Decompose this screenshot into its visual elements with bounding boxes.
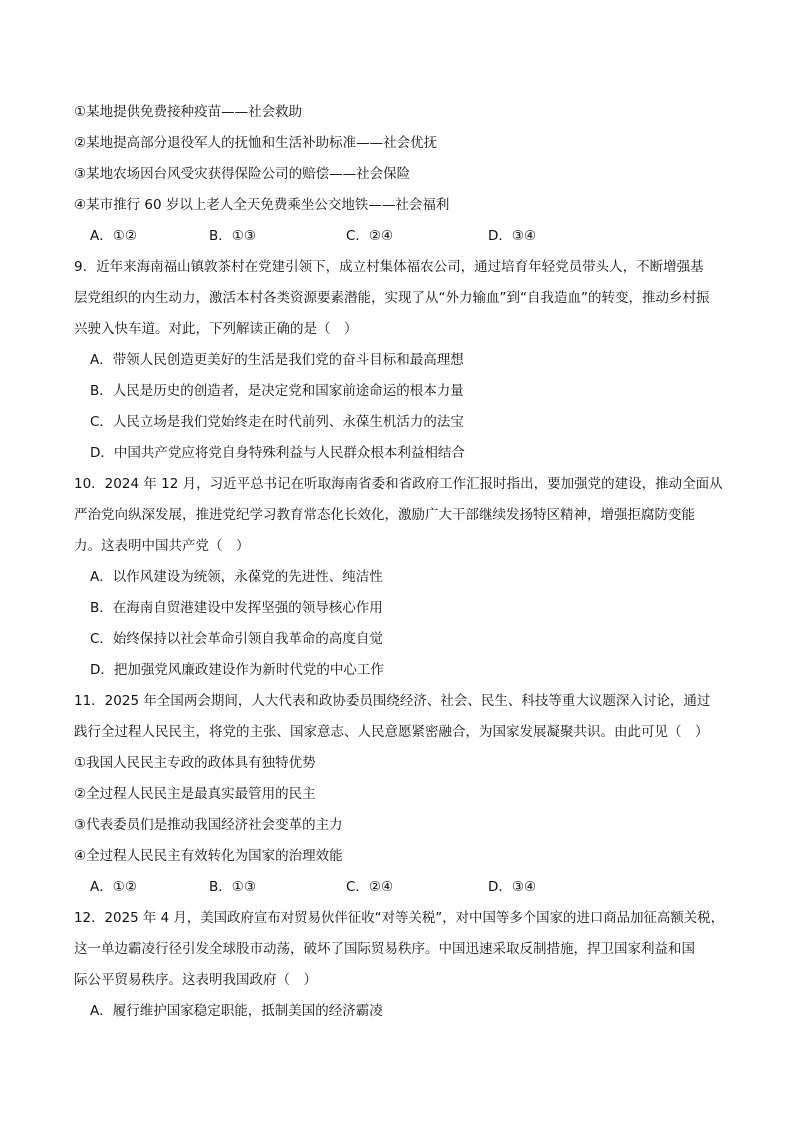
q12-stem-line-2: 这一单边霸凌行径引发全球股市动荡，破坏了国际贸易秩序。中国迅速采取反制措施，捍卫国家利益和国 [74,941,695,957]
q8-choice-d[interactable]: D．③④ [488,228,537,244]
q11-choice-a[interactable]: A．①② [90,879,137,895]
q10-option-d[interactable]: D．把加强党风廉政建设作为新时代党的中心工作 [90,662,384,678]
q8-item-2: ②某地提高部分退役军人的抚恤和生活补助标准——社会优抚 [74,135,438,151]
q12-stem-line-1: 12．2025 年 4 月，美国政府宣布对贸易伙伴征收“对等关税”，对中国等多个国家的进口商品加征高额关税， [74,910,724,926]
q11-stem-line-2: 践行全过程人民民主，将党的主张、国家意志、人民意愿紧密融合，为国家发展凝聚共识。由此可见（ ） [74,724,709,740]
q10-option-c[interactable]: C．始终保持以社会革命引领自我革命的高度自觉 [90,631,383,647]
q11-choice-c[interactable]: C．②④ [346,879,394,895]
q8-choice-a[interactable]: A．①② [90,228,137,244]
q10-option-a[interactable]: A．以作风建设为统领，永葆党的先进性、纯洁性 [90,569,383,585]
q9-stem-line-1: 9．近年来海南福山镇敦茶村在党建引领下，成立村集体福农公司，通过培育年轻党员带头人，不断增强基 [74,259,704,275]
q10-stem-line-2: 严治党向纵深发展，推进党纪学习教育常态化长效化，激励广大干部继续发扬特区精神，增强拒腐防变能 [74,507,695,523]
q11-item-2: ②全过程人民民主是最真实最管用的民主 [74,786,316,802]
q8-choices [90,226,650,246]
q9-option-c[interactable]: C．人民立场是我们党始终走在时代前列、永葆生机活力的法宝 [90,414,464,430]
q10-stem-line-3: 力。这表明中国共产党（ ） [74,538,250,554]
q9-option-d[interactable]: D．中国共产党应将党自身特殊利益与人民群众根本利益相结合 [90,445,465,461]
q8-choice-b[interactable]: B．①③ [209,228,256,244]
q8-item-3: ③某地农场因台风受灾获得保险公司的赔偿——社会保险 [74,166,411,182]
q12-option-a[interactable]: A．履行维护国家稳定职能，抵制美国的经济霸凌 [90,1003,383,1019]
q10-stem-line-1: 10．2024 年 12 月，习近平总书记在听取海南省委和省政府工作汇报时指出，要加强党的建设，推动全面从 [74,476,723,492]
q8-choice-c[interactable]: C．②④ [346,228,394,244]
q11-item-4: ④全过程人民民主有效转化为国家的治理效能 [74,848,343,864]
q10-option-b[interactable]: B．在海南自贸港建设中发挥坚强的领导核心作用 [90,600,383,616]
q11-stem-line-1: 11．2025 年全国两会期间，人大代表和政协委员围绕经济、社会、民生、科技等重大议题深入讨论，通过 [74,693,711,709]
q11-item-3: ③代表委员们是推动我国经济社会变革的主力 [74,817,343,833]
q9-stem-line-2: 层党组织的内生动力，激活本村各类资源要素潜能，实现了从“外力输血”到“自我造血”的转变，推动乡村振 [74,290,710,306]
q9-stem-line-3: 兴驶入快车道。对此，下列解读正确的是（ ） [74,321,358,337]
q11-choices [90,877,650,897]
q12-stem-line-3: 际公平贸易秩序。这表明我国政府（ ） [74,972,317,988]
q11-item-1: ①我国人民民主专政的政体具有独特优势 [74,755,316,771]
q11-choice-b[interactable]: B．①③ [209,879,256,895]
q8-item-4: ④某市推行 60 岁以上老人全天免费乘坐公交地铁——社会福利 [74,197,450,213]
q8-item-1: ①某地提供免费接种疫苗——社会救助 [74,104,303,120]
q9-option-b[interactable]: B．人民是历史的创造者，是决定党和国家前途命运的根本力量 [90,383,464,399]
q11-choice-d[interactable]: D．③④ [488,879,537,895]
q9-option-a[interactable]: A．带领人民创造更美好的生活是我们党的奋斗目标和最高理想 [90,352,464,368]
